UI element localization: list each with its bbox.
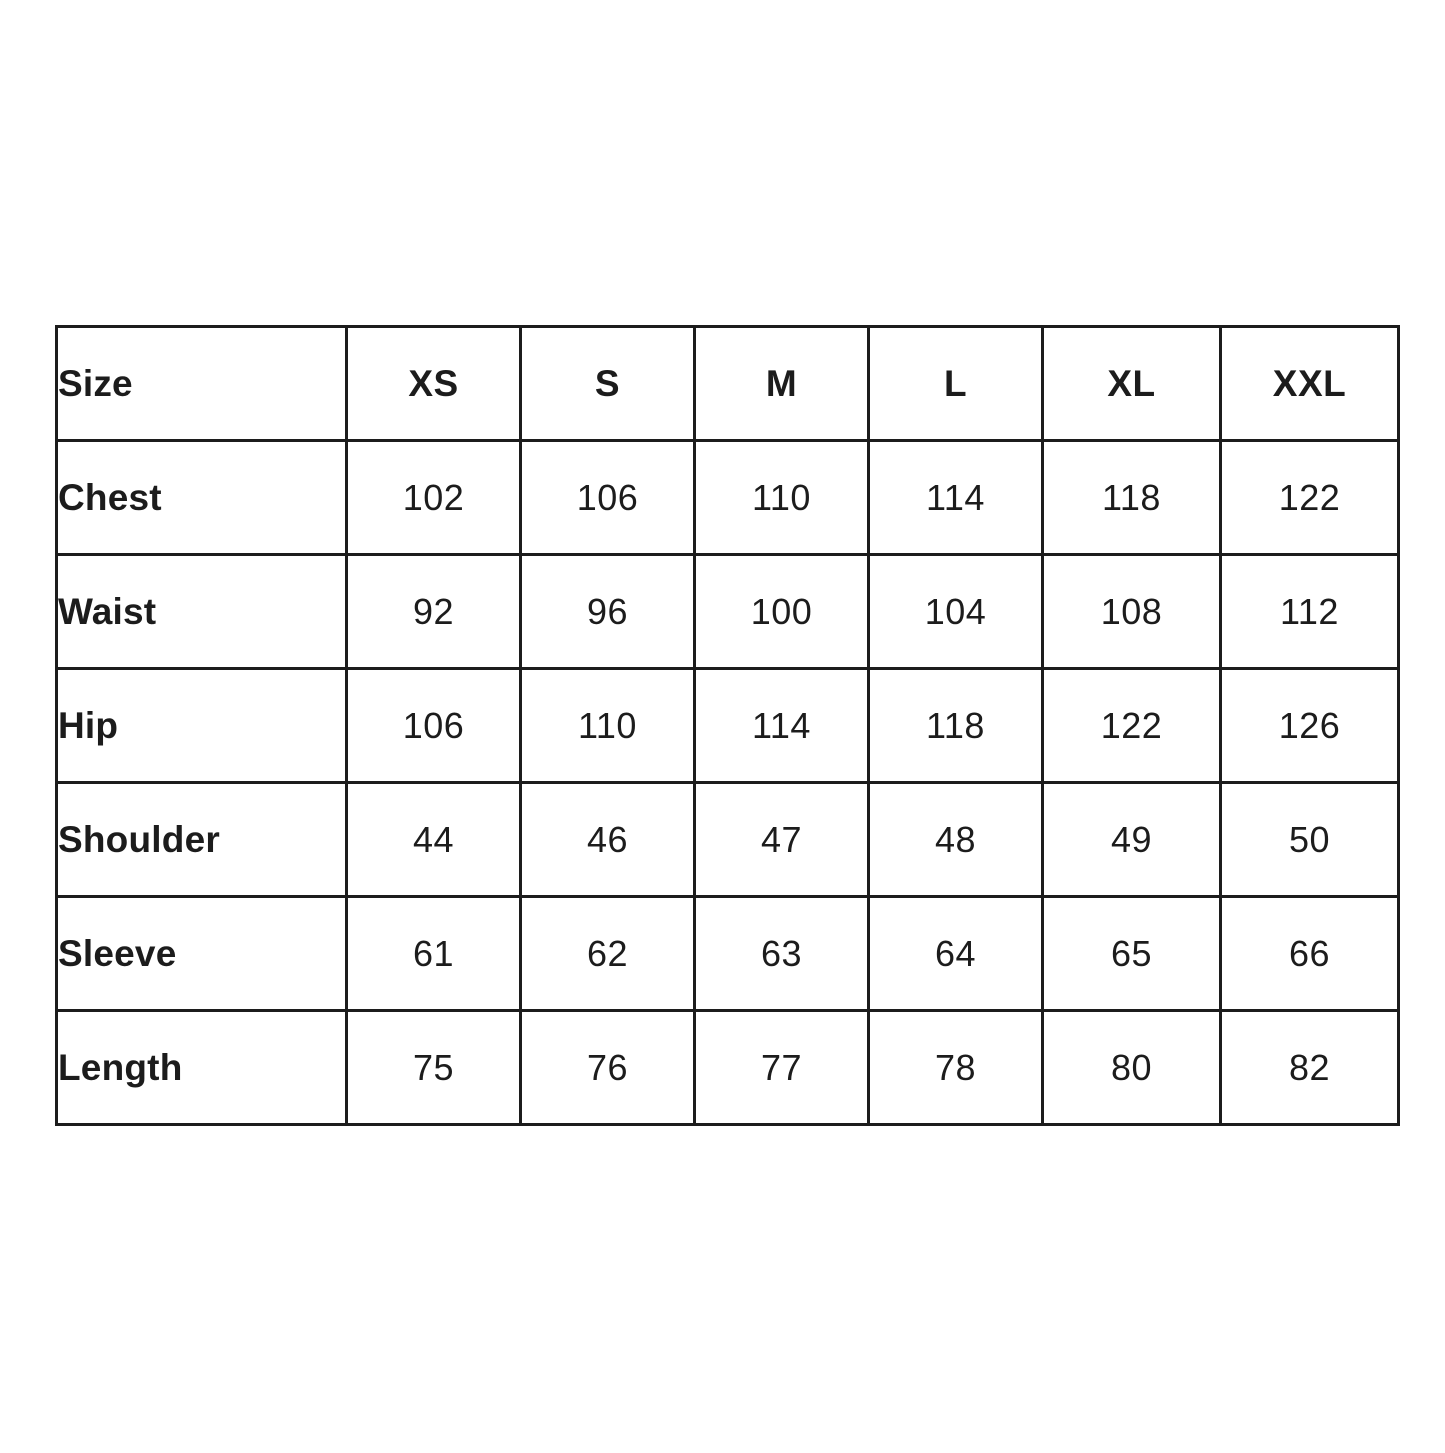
- cell-chest-s: 106: [521, 441, 695, 555]
- cell-shoulder-xxl: 50: [1221, 783, 1399, 897]
- cell-shoulder-s: 46: [521, 783, 695, 897]
- cell-waist-m: 100: [695, 555, 869, 669]
- cell-hip-xl: 122: [1043, 669, 1221, 783]
- row-label-waist: Waist: [57, 555, 347, 669]
- cell-hip-xxl: 126: [1221, 669, 1399, 783]
- cell-length-xs: 75: [347, 1011, 521, 1125]
- table-body: [57, 441, 1399, 1125]
- cell-hip-xs: 106: [347, 669, 521, 783]
- cell-shoulder-l: 48: [869, 783, 1043, 897]
- row-label-length: Length: [57, 1011, 347, 1125]
- cell-shoulder-m: 47: [695, 783, 869, 897]
- size-chart-container: [55, 325, 1392, 1126]
- cell-chest-l: 114: [869, 441, 1043, 555]
- cell-sleeve-l: 64: [869, 897, 1043, 1011]
- cell-length-m: 77: [695, 1011, 869, 1125]
- row-label-sleeve: Sleeve: [57, 897, 347, 1011]
- table-row: [57, 1011, 1399, 1125]
- table-row: [57, 555, 1399, 669]
- cell-waist-s: 96: [521, 555, 695, 669]
- cell-length-xl: 80: [1043, 1011, 1221, 1125]
- size-chart-table: [55, 325, 1400, 1126]
- cell-waist-xl: 108: [1043, 555, 1221, 669]
- cell-length-s: 76: [521, 1011, 695, 1125]
- header-cell-l: L: [869, 327, 1043, 441]
- header-cell-m: M: [695, 327, 869, 441]
- table-row: [57, 669, 1399, 783]
- cell-hip-s: 110: [521, 669, 695, 783]
- cell-chest-m: 110: [695, 441, 869, 555]
- header-cell-xl: XL: [1043, 327, 1221, 441]
- cell-sleeve-m: 63: [695, 897, 869, 1011]
- cell-chest-xl: 118: [1043, 441, 1221, 555]
- cell-waist-xxl: 112: [1221, 555, 1399, 669]
- row-label-chest: Chest: [57, 441, 347, 555]
- header-cell-xs: XS: [347, 327, 521, 441]
- cell-chest-xxl: 122: [1221, 441, 1399, 555]
- cell-sleeve-xl: 65: [1043, 897, 1221, 1011]
- table-row: [57, 897, 1399, 1011]
- header-cell-xxl: XXL: [1221, 327, 1399, 441]
- cell-sleeve-xs: 61: [347, 897, 521, 1011]
- cell-hip-l: 118: [869, 669, 1043, 783]
- table-row: [57, 783, 1399, 897]
- table-header-row: [57, 327, 1399, 441]
- cell-sleeve-s: 62: [521, 897, 695, 1011]
- cell-waist-xs: 92: [347, 555, 521, 669]
- cell-shoulder-xl: 49: [1043, 783, 1221, 897]
- cell-waist-l: 104: [869, 555, 1043, 669]
- header-cell-size: Size: [57, 327, 347, 441]
- cell-shoulder-xs: 44: [347, 783, 521, 897]
- cell-length-xxl: 82: [1221, 1011, 1399, 1125]
- row-label-hip: Hip: [57, 669, 347, 783]
- row-label-shoulder: Shoulder: [57, 783, 347, 897]
- header-cell-s: S: [521, 327, 695, 441]
- cell-chest-xs: 102: [347, 441, 521, 555]
- table-row: [57, 441, 1399, 555]
- cell-length-l: 78: [869, 1011, 1043, 1125]
- cell-hip-m: 114: [695, 669, 869, 783]
- table-header: [57, 327, 1399, 441]
- cell-sleeve-xxl: 66: [1221, 897, 1399, 1011]
